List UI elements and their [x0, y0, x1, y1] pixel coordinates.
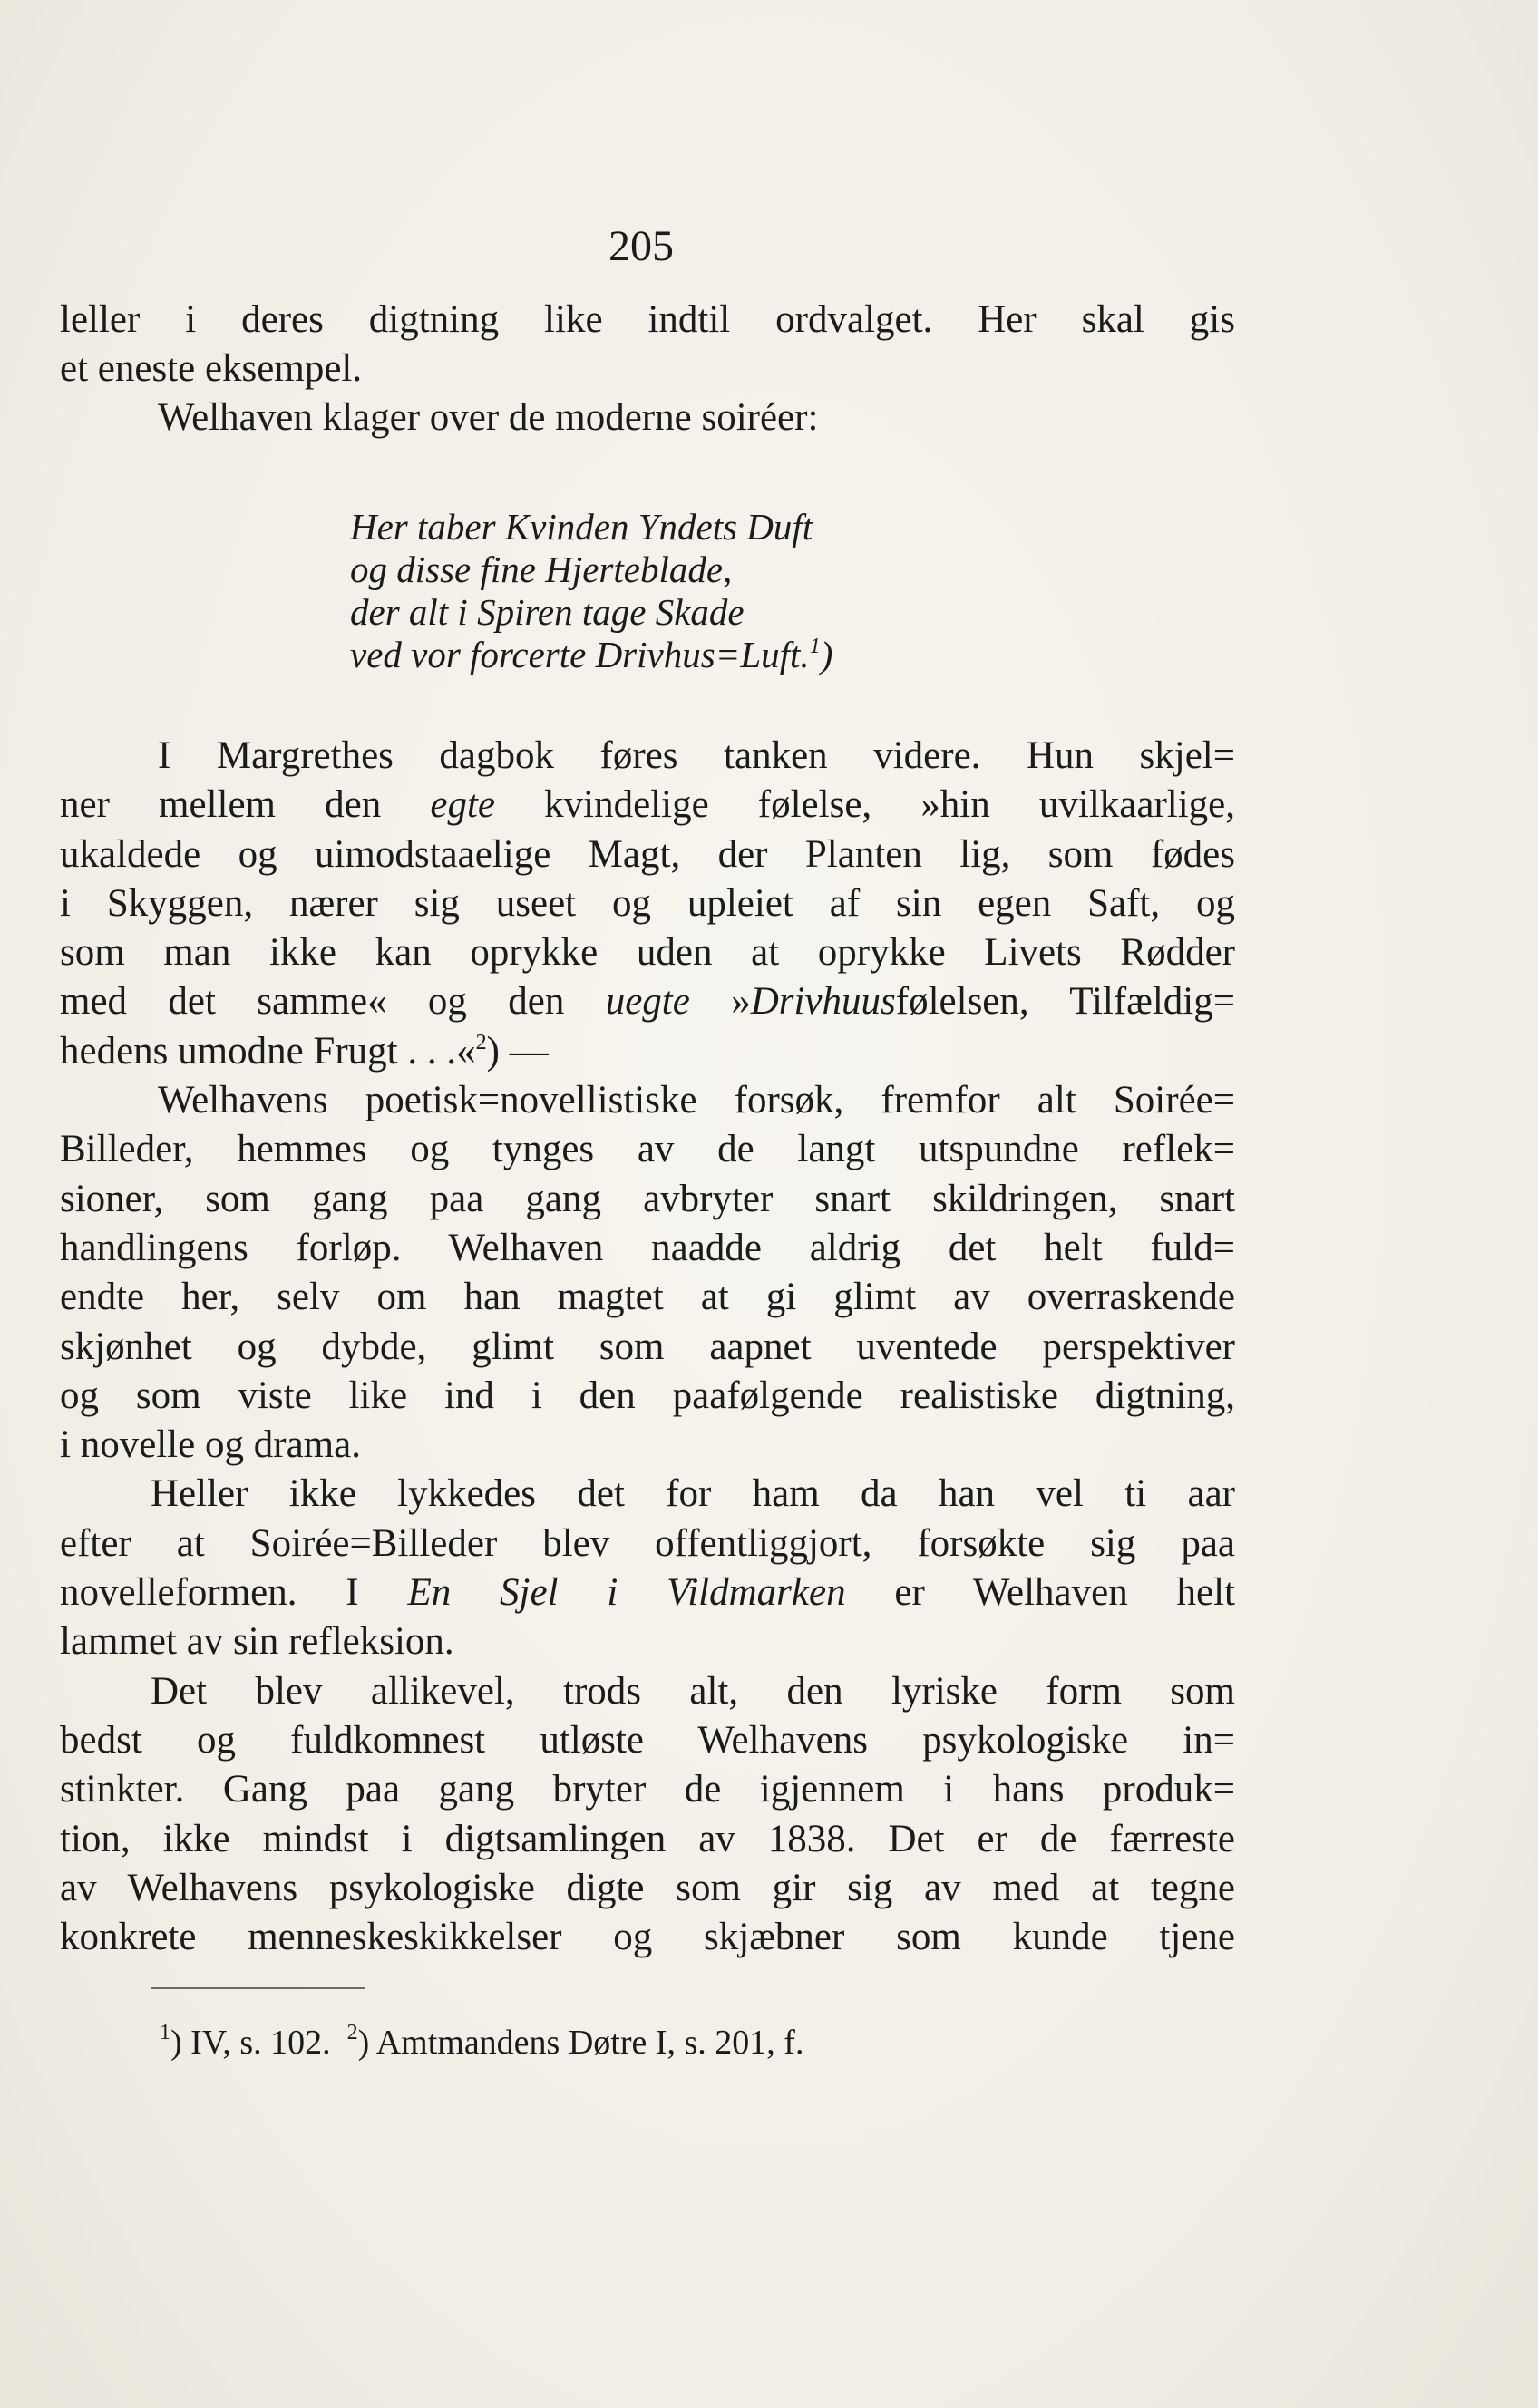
- text-line: leller i deres digtning like indtil ordvalget. Her skal gis: [60, 298, 1235, 341]
- text-run: hedens umodne Frugt . . .«: [60, 1029, 476, 1073]
- footnote-marker: 1: [160, 2021, 170, 2044]
- text-run: »: [689, 980, 751, 1024]
- text-line: av Welhavens psykologiske digte som gir sig av med at tegne: [60, 1866, 1235, 1909]
- poem-line-text: ved vor forcerte Drivhus=Luft.: [350, 634, 810, 675]
- text-line: [60, 977, 1235, 1026]
- poem-quotation: [350, 506, 832, 676]
- poem-line: [350, 634, 832, 676]
- text-run: ner mellem den: [60, 783, 431, 827]
- text-line: et eneste eksempel.: [60, 347, 363, 390]
- footnote-marker: 2: [346, 2021, 358, 2044]
- text-line: som man ikke kan oprykke uden at oprykke Livets Rødder: [60, 931, 1235, 975]
- page-number: 205: [608, 222, 674, 270]
- text-line: og som viste like ind i den paafølgende realistiske digtning,: [60, 1374, 1235, 1417]
- text-run: følelsen, Tilfældig=: [895, 980, 1236, 1024]
- poem-line: og disse fine Hjerteblade,: [350, 549, 733, 590]
- text-line: Billeder, hemmes og tynges av de langt utspundne reflek=: [60, 1128, 1235, 1171]
- text-run: kvindelige følelse, »hin uvilkaarlige,: [495, 783, 1235, 827]
- text-line: endte her, selv om han magtet at gi glimt av overraskende: [60, 1276, 1235, 1319]
- text-line: sioner, som gang paa gang avbryter snart skildringen, snart: [60, 1177, 1235, 1220]
- text-line: Det blev allikevel, trods alt, den lyriske form som: [151, 1669, 1235, 1713]
- text-line: ukaldede og uimodstaaelige Magt, der Planten lig, som fødes: [60, 832, 1235, 876]
- footnote-ref: 2: [475, 1030, 487, 1054]
- text-line: konkrete menneskeskikkelser og skjæbner som kunde tjene: [60, 1916, 1235, 1959]
- text-line: tion, ikke mindst i digtsamlingen av 1838. Det er de færreste: [60, 1817, 1235, 1860]
- text-line: i Skyggen, nærer sig useet og upleiet af sin egen Saft, og: [60, 881, 1235, 925]
- footnote-ref: 1: [809, 635, 821, 658]
- text-line: skjønhet og dybde, glimt som aapnet uventede perspektiver: [60, 1325, 1235, 1368]
- text-line: bedst og fuldkomnest utløste Welhavens psykologiske in=: [60, 1718, 1235, 1762]
- text-line: stinkter. Gang paa gang bryter de igjennem i hans produk=: [60, 1768, 1235, 1811]
- footnote-text: ) Amtmandens Døtre I, s. 201, f.: [357, 2024, 804, 2062]
- footnote-divider: [151, 1987, 365, 1989]
- text-line: lammet av sin refleksion.: [60, 1620, 454, 1664]
- text-run: ) —: [486, 1029, 549, 1073]
- footnotes: [160, 2018, 803, 2067]
- text-line: i novelle og drama.: [60, 1423, 361, 1467]
- intro-block: [60, 296, 1235, 442]
- poem-line: der alt i Spiren tage Skade: [350, 591, 745, 633]
- text-line: [60, 1027, 1235, 1076]
- poem-closing: ): [820, 634, 833, 675]
- text-line: Heller ikke lykkedes det for ham da han vel ti aar: [151, 1472, 1235, 1516]
- book-title: En Sjel i Vildmarken: [407, 1571, 846, 1615]
- footnote-text: ) IV, s. 102.: [170, 2024, 331, 2062]
- footnote: [346, 2021, 804, 2062]
- poem-line: Her taber Kvinden Yndets Duft: [350, 506, 813, 548]
- text-run: er Welhaven helt: [845, 1571, 1236, 1615]
- text-line: handlingens forløp. Welhaven naadde aldrig det helt fuld=: [60, 1226, 1235, 1269]
- text-run: novelleformen. I: [60, 1571, 408, 1615]
- emphasis: egte: [430, 783, 495, 827]
- text-line: I Margrethes dagbok føres tanken videre. Hun skjel=: [158, 734, 1235, 777]
- emphasis: uegte: [605, 980, 690, 1024]
- text-line: Welhavens poetisk=novellistiske forsøk, fremfor alt Soirée=: [158, 1079, 1235, 1122]
- text-line: efter at Soirée=Billeder blev offentliggjort, forsøkte sig paa: [60, 1521, 1235, 1565]
- text-line: [60, 781, 1235, 830]
- text-run: med det samme« og den: [60, 980, 606, 1024]
- text-line: [60, 1568, 1235, 1617]
- main-text: [60, 732, 1235, 1962]
- text-line: Welhaven klager over de moderne soiréer:: [158, 396, 819, 439]
- emphasis: Drivhuus: [750, 980, 896, 1024]
- footnote: [160, 2021, 331, 2062]
